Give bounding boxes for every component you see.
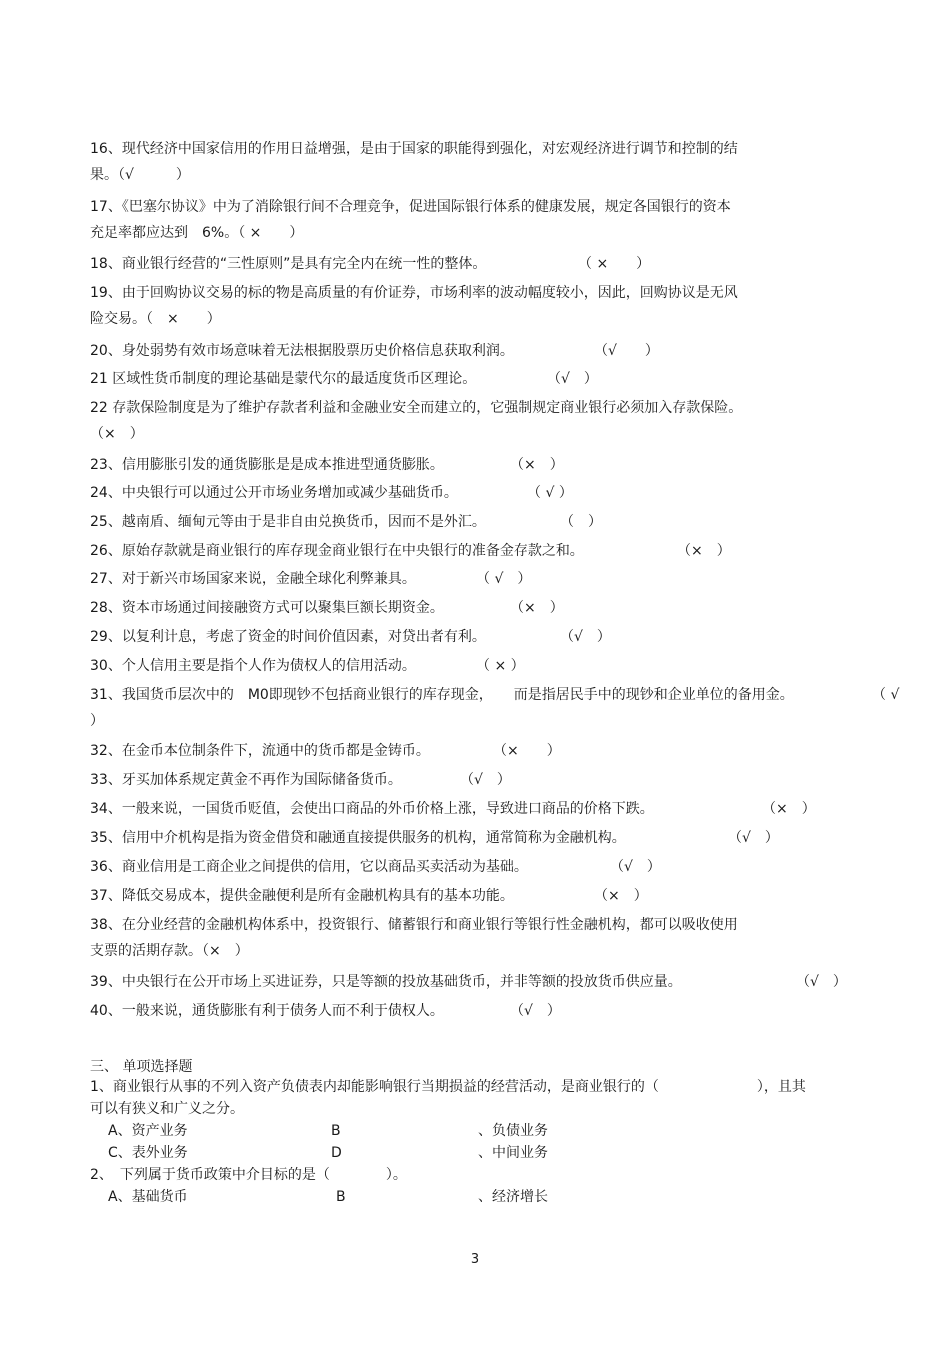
option-b-text: 、经济增长 [478, 1189, 548, 1205]
tf-line: 28、资本市场通过间接融资方式可以聚集巨额长期资金。 [90, 600, 444, 616]
tf-line: 38、在分业经营的金融机构体系中，投资银行、储蓄银行和商业银行等银行性金融机构，都可以吸收使用 [90, 917, 738, 933]
tf-line: 22 存款保险制度是为了维护存款者利益和金融业安全而建立的，它强制规定商业银行必须加入存款保险。 [90, 400, 743, 416]
tf-line: 29、以复利计息，考虑了资金的时间价值因素，对贷出者有利。 [90, 629, 486, 645]
tf-line: 40、一般来说，通货膨胀有利于债务人而不利于债权人。 [90, 1003, 444, 1019]
tf-answer: （ ） [560, 514, 602, 530]
option-b-text: 、负债业务 [478, 1123, 548, 1139]
tf-line: 34、一般来说，一国货币贬值，会使出口商品的外币价格上涨，导致进口商品的价格下跌。 [90, 801, 654, 817]
tf-line: 36、商业信用是工商企业之间提供的信用，它以商品买卖活动为基础。 [90, 859, 528, 875]
question-text: 2、 下列属于货币政策中介目标的是（ ）。 [90, 1167, 407, 1183]
option-b-letter: B [331, 1123, 341, 1139]
tf-line: 20、身处弱势有效市场意味着无法根据股票历史价格信息获取利润。 [90, 343, 514, 359]
tf-line: 支票的活期存款。（× ） [90, 943, 249, 959]
tf-line: 39、中央银行在公开市场上买进证券，只是等额的投放基础货币，并非等额的投放货币供应量。 [90, 974, 682, 990]
tf-answer: （× ） [677, 543, 731, 559]
tf-answer: （× ） [510, 600, 564, 616]
tf-answer: （√ ） [547, 371, 598, 387]
tf-line: 24、中央银行可以通过公开市场业务增加或减少基础货币。 [90, 485, 458, 501]
option-a: A、资产业务 [108, 1123, 188, 1139]
tf-line: 27、对于新兴市场国家来说，金融全球化利弊兼具。 [90, 571, 416, 587]
tf-line: 16、现代经济中国家信用的作用日益增强，是由于国家的职能得到强化，对宏观经济进行调节和控制的结 [90, 141, 738, 157]
tf-line: 18、商业银行经营的“三性原则”是具有完全内在统一性的整体。 [90, 256, 487, 272]
tf-line: 26、原始存款就是商业银行的库存现金商业银行在中央银行的准备金存款之和。 [90, 543, 584, 559]
tf-answer: （√ ） [610, 859, 661, 875]
tf-answer: （√ ） [796, 974, 847, 990]
tf-line: 31、我国货币层次中的 M0即现钞不包括商业银行的库存现金， 而是指居民手中的现钞和企业单位的备用金。 [90, 687, 794, 703]
tf-line: 果。（√ ） [90, 167, 190, 183]
tf-answer: （√ ） [594, 343, 659, 359]
tf-line: 充足率都应达到 6%。（ × ） [90, 225, 304, 241]
tf-answer: （× ） [594, 888, 648, 904]
tf-line: 25、越南盾、缅甸元等由于是非自由兑换货币，因而不是外汇。 [90, 514, 486, 530]
page-number: 3 [470, 1252, 480, 1267]
tf-line: 23、信用膨胀引发的通货膨胀是是成本推进型通货膨胀。 [90, 457, 444, 473]
tf-answer: （× ） [493, 743, 561, 759]
option-c: C、表外业务 [108, 1145, 188, 1161]
tf-answer: （√ ） [728, 830, 779, 846]
tf-line: ） [90, 713, 104, 729]
tf-line: 35、信用中介机构是指为资金借贷和融通直接提供服务的机构，通常简称为金融机构。 [90, 830, 626, 846]
tf-line: 17、《巴塞尔协议》中为了消除银行间不合理竞争，促进国际银行体系的健康发展，规定各国银行的资本 [90, 199, 731, 215]
tf-line: 30、个人信用主要是指个人作为债权人的信用活动。 [90, 658, 416, 674]
question-text: 可以有狭义和广义之分。 [90, 1101, 244, 1117]
tf-answer: （× ） [510, 457, 564, 473]
option-b-letter: B [336, 1189, 346, 1205]
tf-answer: （√ ） [510, 1003, 561, 1019]
option-d-text: 、中间业务 [478, 1145, 548, 1161]
tf-line: 险交易。（ × ） [90, 311, 221, 327]
tf-line: 37、降低交易成本，提供金融便利是所有金融机构具有的基本功能。 [90, 888, 514, 904]
section-heading: 三、 单项选择题 [90, 1059, 193, 1075]
tf-line: （× ） [90, 426, 144, 442]
tf-answer: （ × ） [578, 256, 651, 272]
tf-line: 21 区域性货币制度的理论基础是蒙代尔的最适度货币区理论。 [90, 371, 477, 387]
tf-answer: （ √ ） [527, 485, 573, 501]
option-d-letter: D [331, 1145, 342, 1161]
tf-answer: （√ ） [560, 629, 611, 645]
tf-line: 19、由于回购协议交易的标的物是高质量的有价证券，市场利率的波动幅度较小，因此，回购协议是无风 [90, 285, 738, 301]
question-text: 1、商业银行从事的不列入资产负债表内却能影响银行当期损益的经营活动，是商业银行的（ ），且其 [90, 1079, 806, 1095]
tf-answer: （ √ ） [476, 571, 532, 587]
tf-line: 32、在金币本位制条件下，流通中的货币都是金铸币。 [90, 743, 430, 759]
tf-line: 33、牙买加体系规定黄金不再作为国际储备货币。 [90, 772, 402, 788]
tf-answer: （ × ） [476, 658, 525, 674]
tf-answer: （ √ [872, 687, 900, 703]
tf-answer: （√ ） [460, 772, 511, 788]
tf-answer: （× ） [762, 801, 816, 817]
option-a: A、基础货币 [108, 1189, 188, 1205]
